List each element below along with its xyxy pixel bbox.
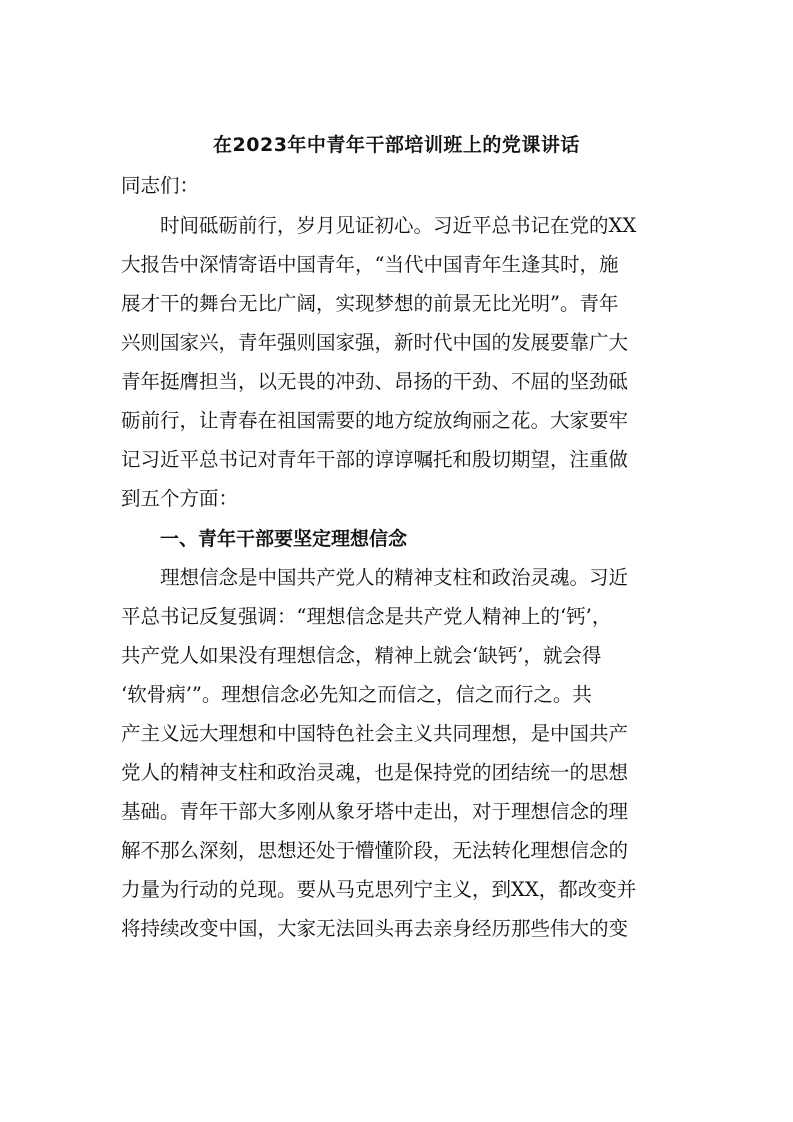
paragraph-line: ‘软骨病’”。理想信念必先知之而信之，信之而行之。共 xyxy=(121,683,592,706)
paragraph-line: 理想信念是中国共产党人的精神支柱和政治灵魂。习近 xyxy=(160,566,629,589)
section-heading: 一、青年干部要坚定理想信念 xyxy=(160,528,408,550)
paragraph-line: 到五个方面： xyxy=(121,487,239,510)
paragraph-line: 大报告中深情寄语中国青年，“当代中国青年生逢其时，施 xyxy=(121,253,619,276)
paragraph-line: 党人的精神支柱和政治灵魂，也是保持党的团结统一的思想 xyxy=(121,761,629,784)
paragraph-line: 解不那么深刻，思想还处于懵懂阶段，无法转化理想信念的 xyxy=(121,839,629,862)
paragraph-line: 共产党人如果没有理想信念，精神上就会‘缺钙’，就会得 xyxy=(121,644,602,667)
paragraph-line: 青年挺膺担当，以无畏的冲劲、昂扬的干劲、不屈的坚劲砥 xyxy=(121,370,629,393)
document-title: 在2023年中青年干部培训班上的党课讲话 xyxy=(213,134,580,156)
paragraph-line: 时间砥砺前行，岁月见证初心。习近平总书记在党的XX xyxy=(160,214,637,237)
paragraph-line: 将持续改变中国，大家无法回头再去亲身经历那些伟大的变 xyxy=(121,917,629,940)
paragraph-line: 兴则国家兴，青年强则国家强，新时代中国的发展要靠广大 xyxy=(121,331,629,354)
paragraph-line: 产主义远大理想和中国特色社会主义共同理想，是中国共产 xyxy=(121,722,629,745)
paragraph-line: 基础。青年干部大多刚从象牙塔中走出，对于理想信念的理 xyxy=(121,800,629,823)
salutation: 同志们： xyxy=(121,174,200,197)
paragraph-line: 平总书记反复强调：“理想信念是共产党人精神上的‘钙’， xyxy=(121,605,612,628)
paragraph-line: 展才干的舞台无比广阔，实现梦想的前景无比光明”。青年 xyxy=(121,292,619,315)
paragraph-line: 记习近平总书记对青年干部的谆谆嘱托和殷切期望，注重做 xyxy=(121,448,629,471)
paragraph-line: 力量为行动的兑现。要从马克思列宁主义，到XX，都改变并 xyxy=(121,878,637,901)
paragraph-line: 砺前行，让青春在祖国需要的地方绽放绚丽之花。大家要牢 xyxy=(121,409,629,432)
